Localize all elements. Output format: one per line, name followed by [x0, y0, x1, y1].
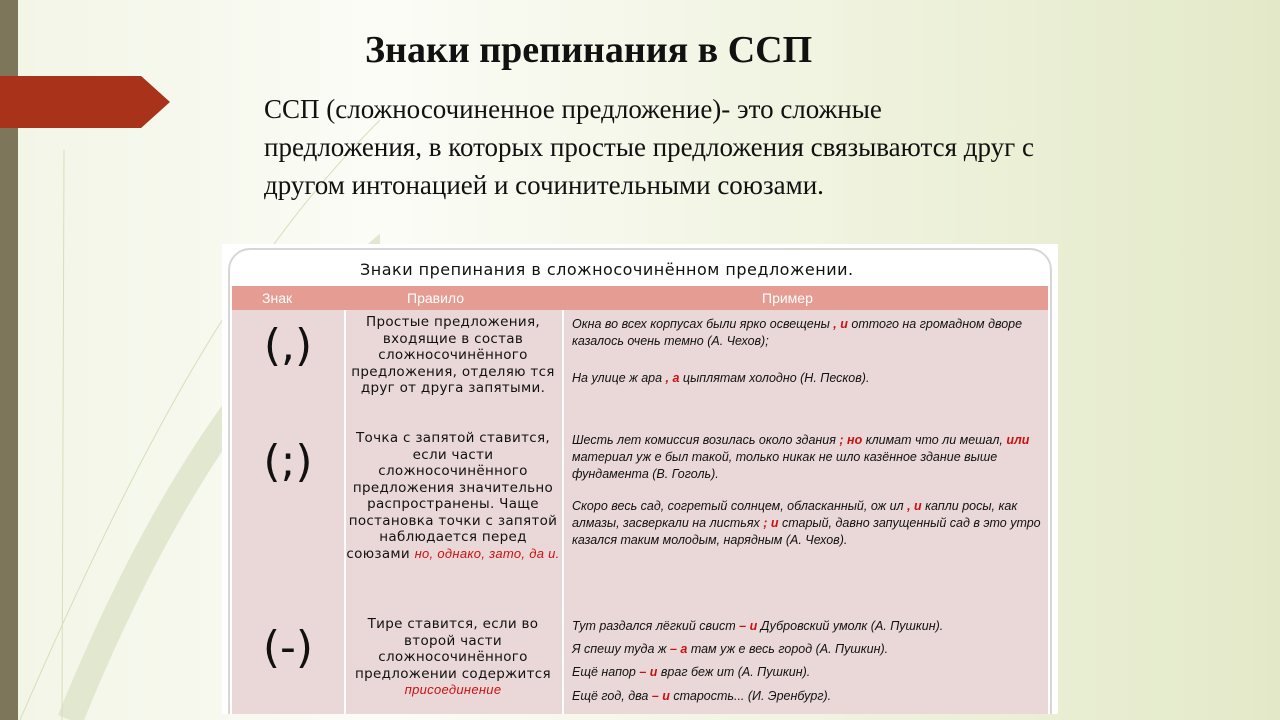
example-text: Ещё год, два: [572, 689, 652, 703]
example-mark: или: [1006, 433, 1030, 447]
example-line: [572, 432, 1044, 483]
table-title: Знаки препинания в сложносочинённом предложении.: [360, 260, 854, 279]
example-line: [572, 316, 1044, 350]
example-mark: – и: [639, 665, 658, 679]
slide-title: Знаки препинания в ССП: [365, 29, 813, 71]
example-text: капли росы, как алмазы, засверкали на листьях: [572, 499, 1018, 530]
example-mark: , а: [665, 371, 680, 385]
example-text: враг беж ит (А. Пушкин).: [657, 665, 811, 679]
rule-text: [346, 616, 560, 699]
rule-text-italic: но, однако, зато, да и.: [414, 545, 560, 561]
example-mark: ; но: [839, 433, 863, 447]
example-text: Скоро весь сад, согретый солнцем, обласканный, ож ил: [572, 499, 908, 513]
rule-text: [346, 430, 560, 562]
example-line: [572, 688, 1044, 705]
example-text: Ещё напор: [572, 665, 640, 679]
header-rule: Правило: [407, 290, 465, 306]
example-text: оттого на громадном дворе казалось очень темно (А. Чехов);: [572, 317, 1023, 348]
example-line: [572, 664, 1044, 681]
example-mark: – а: [669, 642, 688, 656]
example-mark: – и: [651, 689, 670, 703]
example-line: [572, 618, 1044, 635]
example-text: На улице ж ара: [572, 371, 666, 385]
example-mark: – и: [739, 619, 758, 633]
table-row-semicolon: [232, 428, 1048, 612]
sign-comma: (,): [263, 320, 313, 371]
sign-semicolon: (;): [263, 436, 313, 487]
example-text: Шесть лет комиссия возилась около здания: [572, 433, 840, 447]
example-text: цыплятам холодно (Н. Песков).: [679, 371, 870, 385]
example-text: Дубровский умолк (А. Пушкин).: [757, 619, 944, 633]
header-sign: Знак: [262, 290, 293, 306]
example-line: [572, 498, 1044, 549]
rule-text-main: Тире ставится, если во второй части сложносочинённого предложении содержится: [355, 616, 551, 682]
example-mark: , и: [833, 317, 848, 331]
table-header: [232, 286, 1048, 310]
example-text: Я спешу туда ж: [572, 642, 670, 656]
rule-text: [346, 314, 560, 397]
header-example: Пример: [762, 290, 813, 306]
example-mark: , и: [907, 499, 922, 513]
example-text: старость... (И. Эренбург).: [669, 689, 832, 703]
punctuation-table: [222, 244, 1058, 714]
sign-dash: (-): [262, 622, 314, 673]
table-row-comma: [232, 312, 1048, 426]
intro-paragraph: ССП (сложносочиненное предложение)- это сложные предложения, в которых простые предложения связываются друг с другом интонацией и сочинительными союзами.: [264, 94, 1034, 200]
example-line: [572, 641, 1044, 658]
example-text: Тут раздался лёгкий свист: [572, 619, 740, 633]
example-line: [572, 370, 1044, 387]
example-text: климат что ли мешал,: [862, 433, 1007, 447]
example-text: Окна во всех корпусах были ярко освещены: [572, 317, 834, 331]
rule-text-main: Простые предложения, входящие в состав сложносочинённого предложения, отделяю тся друг от друга запятыми.: [351, 314, 555, 396]
rule-text-italic: присоединение: [404, 682, 502, 697]
example-mark: ; и: [763, 516, 779, 530]
example-text: там уж е весь город (А. Пушкин).: [687, 642, 889, 656]
example-text: материал уж е был такой, только никак не шло казённое здание выше фундамента (В. Гоголь).: [572, 450, 998, 481]
example-text: старый, давно запущенный сад в это утро казался таким молодым, нарядным (А. Чехов).: [572, 516, 1041, 547]
rule-text-main: Точка с запятой ставится, если части сложносочинённого предложения значительно распространены. Чаще постановка точки с запятой наблюдается перед союзами: [346, 430, 558, 562]
table-row-dash: [232, 614, 1048, 714]
